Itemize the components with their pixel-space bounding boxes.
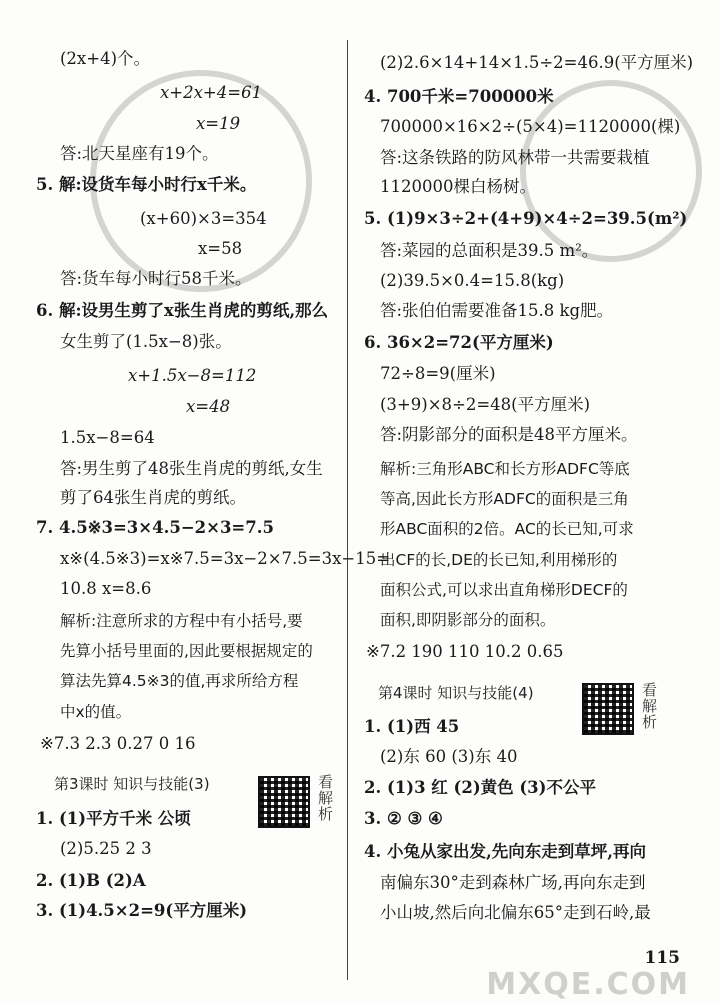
analysis-line: 出CF的长,DE的长已知,利用梯形的 bbox=[380, 551, 618, 569]
answer-line: 答:阴影部分的面积是48平方厘米。 bbox=[380, 425, 638, 444]
answer-line: 答:货车每小时行58千米。 bbox=[60, 269, 252, 288]
view-analysis-label: 看解析 bbox=[642, 681, 658, 731]
extra-answers-line: ※7.3 2.3 0.27 0 16 bbox=[40, 734, 196, 753]
answer-line: 1120000棵白杨树。 bbox=[380, 177, 536, 196]
analysis-line: 等高,因此长方形ADFC的面积是三角 bbox=[380, 490, 629, 508]
answer-line: 答:这条铁路的防风林带一共需要栽植 bbox=[380, 148, 650, 167]
question-5-line: 5. (1)9×3÷2+(4+9)×4÷2=39.5(m²) bbox=[364, 209, 688, 228]
equation-line: x=58 bbox=[198, 239, 243, 258]
answer-item: 3. ② ③ ④ bbox=[364, 809, 443, 828]
watermark-text: MXQE.COM bbox=[486, 967, 690, 1002]
analysis-line: 面积公式,可以求出直角梯形DECF的 bbox=[380, 581, 628, 599]
answer-line: 答:男生剪了48张生肖虎的剪纸,女生 bbox=[60, 459, 323, 478]
answer-item: (2)5.25 2 3 bbox=[60, 839, 152, 858]
equation-line: (3+9)×8÷2=48(平方厘米) bbox=[380, 395, 591, 414]
equation-line: x+1.5x−8=112 bbox=[128, 366, 257, 385]
answer-item: 1. (1)西 45 bbox=[364, 717, 460, 736]
question-4-line: 4. 700千米=700000米 bbox=[364, 87, 554, 106]
answer-item: 4. 小兔从家出发,先向东走到草坪,再向 bbox=[364, 842, 646, 861]
answer-line: 答:菜园的总面积是39.5 m²。 bbox=[380, 241, 599, 260]
section-title-lesson-4: 第4课时 知识与技能(4) bbox=[378, 684, 534, 702]
question-6-line: 6. 36×2=72(平方厘米) bbox=[364, 333, 554, 352]
equation-line: x+2x+4=61 bbox=[160, 83, 263, 102]
equation-line: 72÷8=9(厘米) bbox=[380, 364, 496, 383]
equation-line: 700000×16×2÷(5×4)=1120000(棵) bbox=[380, 117, 681, 136]
qr-code-icon[interactable] bbox=[582, 683, 634, 735]
view-analysis-label: 看解析 bbox=[318, 773, 334, 823]
question-6-line: 6. 解:设男生剪了x张生肖虎的剪纸,那么 bbox=[36, 301, 329, 320]
answer-item: 南偏东30°走到森林广场,再向东走到 bbox=[380, 873, 646, 892]
equation-line: x=19 bbox=[196, 114, 241, 133]
answer-item: 2. (1)3 红 (2)黄色 (3)不公平 bbox=[364, 778, 596, 797]
answer-line: 剪了64张生肖虎的剪纸。 bbox=[60, 488, 246, 507]
analysis-line: 面积,即阴影部分的面积。 bbox=[380, 611, 556, 629]
analysis-line: 形ABC面积的2倍。AC的长已知,可求 bbox=[380, 520, 634, 538]
answer-item: 2. (1)B (2)A bbox=[36, 871, 146, 890]
column-divider bbox=[347, 40, 348, 980]
analysis-line: 先算小括号里面的,因此要根据规定的 bbox=[60, 642, 313, 660]
answer-line: 答:张伯伯需要准备15.8 kg肥。 bbox=[380, 301, 614, 320]
extra-answers-line: ※7.2 190 110 10.2 0.65 bbox=[366, 642, 564, 661]
equation-line: (2)2.6×14+14×1.5÷2=46.9(平方厘米) bbox=[380, 53, 694, 72]
equation-line: 1.5x−8=64 bbox=[60, 428, 155, 447]
answer-item: 小山坡,然后向北偏东65°走到石岭,最 bbox=[380, 903, 651, 922]
equation-line: 10.8 x=8.6 bbox=[60, 579, 152, 598]
answer-item: 1. (1)平方千米 公顷 bbox=[36, 809, 191, 828]
text-line: (2x+4)个。 bbox=[60, 49, 151, 68]
answer-item: 3. (1)4.5×2=9(平方厘米) bbox=[36, 901, 247, 920]
analysis-line: 解析:注意所求的方程中有小括号,要 bbox=[60, 612, 303, 630]
analysis-line: 解析:三角形ABC和长方形ADFC等底 bbox=[380, 460, 630, 478]
qr-code-icon[interactable] bbox=[258, 776, 310, 828]
question-7-line: 7. 4.5※3=3×4.5−2×3=7.5 bbox=[36, 518, 274, 537]
section-title-lesson-3: 第3课时 知识与技能(3) bbox=[54, 775, 210, 793]
text-line: 女生剪了(1.5x−8)张。 bbox=[60, 332, 232, 351]
equation-line: (2)39.5×0.4=15.8(kg) bbox=[380, 271, 565, 290]
page-number: 115 bbox=[644, 948, 680, 968]
equation-line: x※(4.5※3)=x※7.5=3x−2×7.5=3x−15= bbox=[60, 549, 391, 568]
analysis-line: 中x的值。 bbox=[60, 703, 132, 721]
equation-line: (x+60)×3=354 bbox=[140, 209, 267, 228]
answer-line: 答:北天星座有19个。 bbox=[60, 144, 219, 163]
equation-line: x=48 bbox=[186, 397, 231, 416]
answer-item: (2)东 60 (3)东 40 bbox=[380, 747, 518, 766]
question-5-line: 5. 解:设货车每小时行x千米。 bbox=[36, 175, 257, 194]
analysis-line: 算法先算4.5※3的值,再求所给方程 bbox=[60, 672, 299, 690]
